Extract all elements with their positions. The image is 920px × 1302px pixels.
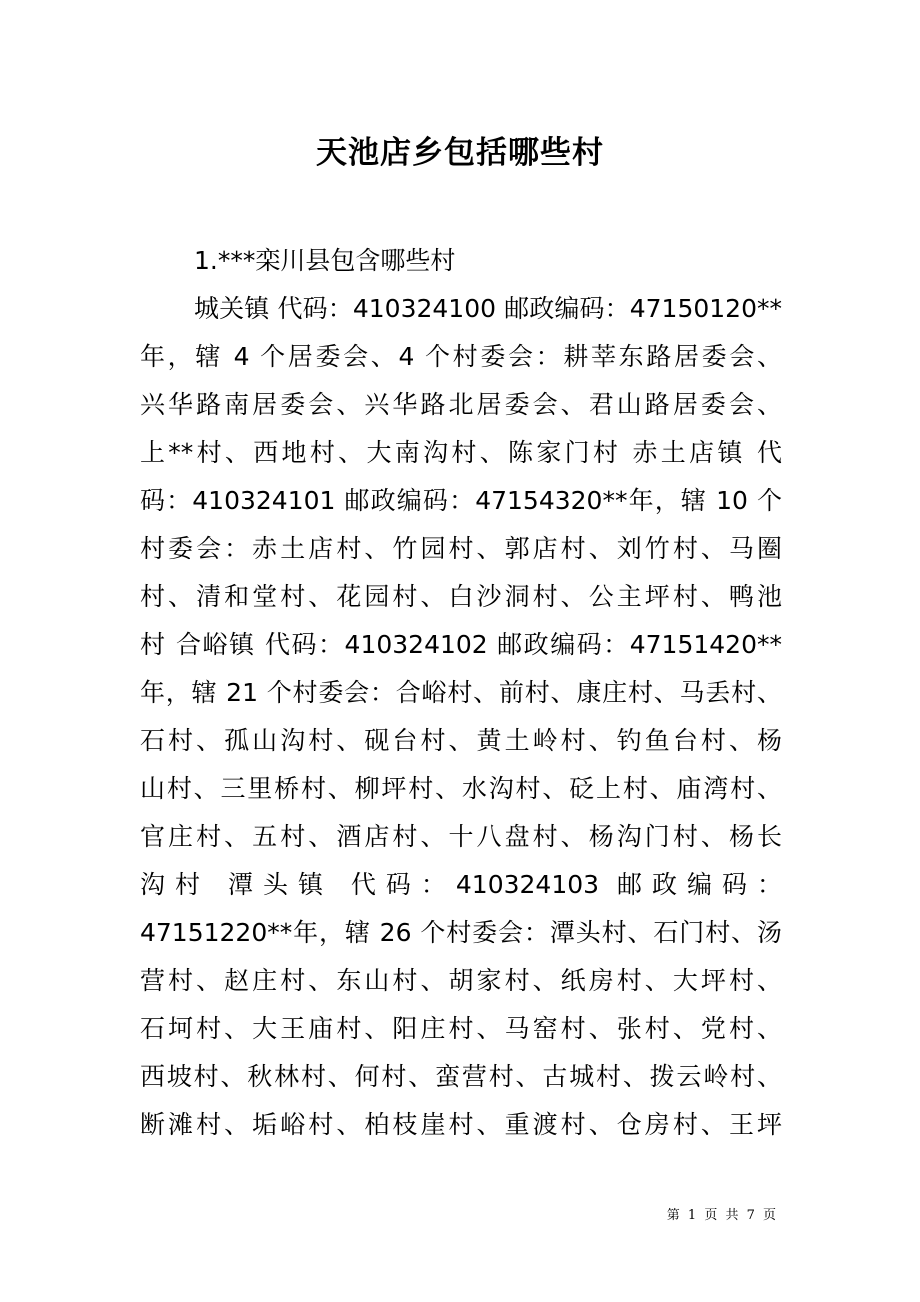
text-line: 山村、三里桥村、柳坪村、水沟村、砭上村、庙湾村、 bbox=[140, 774, 782, 803]
text-line: 官庄村、五村、酒店村、十八盘村、杨沟门村、杨长 bbox=[140, 822, 782, 851]
page-number: 第 1 页 共 7 页 bbox=[666, 1208, 778, 1223]
text-line: 沟村 潭头镇 代码：410324103 邮政编码： bbox=[140, 870, 782, 899]
text-line: 兴华路南居委会、兴华路北居委会、君山路居委会、 bbox=[140, 390, 782, 419]
text-line: 村、清和堂村、花园村、白沙洞村、公主坪村、鸭池 bbox=[140, 582, 782, 611]
text-line: 年，辖 21 个村委会：合峪村、前村、康庄村、马丢村、 bbox=[140, 678, 782, 707]
text-line: 年，辖 4 个居委会、4 个村委会：耕莘东路居委会、 bbox=[140, 342, 782, 371]
text-line: 47151220**年，辖 26 个村委会：潭头村、石门村、汤 bbox=[140, 918, 782, 947]
text-line: 村委会：赤土店村、竹园村、郭店村、刘竹村、马圈 bbox=[140, 534, 782, 563]
text-line: 上**村、西地村、大南沟村、陈家门村 赤土店镇 代 bbox=[140, 438, 782, 467]
text-line: 1.***栾川县包含哪些村 bbox=[194, 246, 456, 275]
text-line: 石坷村、大王庙村、阳庄村、马窑村、张村、党村、 bbox=[140, 1014, 782, 1043]
text-line: 城关镇 代码：410324100 邮政编码：47150120** bbox=[194, 294, 782, 323]
text-line: 营村、赵庄村、东山村、胡家村、纸房村、大坪村、 bbox=[140, 966, 782, 995]
document-title: 天池店乡包括哪些村 bbox=[316, 135, 604, 171]
text-line: 西坡村、秋林村、何村、蛮营村、古城村、拨云岭村、 bbox=[140, 1062, 782, 1091]
text-line: 石村、孤山沟村、砚台村、黄土岭村、钓鱼台村、杨 bbox=[140, 726, 782, 755]
text-line: 码：410324101 邮政编码：47154320**年，辖 10 个 bbox=[140, 486, 782, 515]
document-body bbox=[140, 237, 782, 1149]
text-line: 村 合峪镇 代码：410324102 邮政编码：47151420** bbox=[140, 630, 782, 659]
text-line: 断滩村、垢峪村、柏枝崖村、重渡村、仓房村、王坪 bbox=[140, 1110, 782, 1139]
